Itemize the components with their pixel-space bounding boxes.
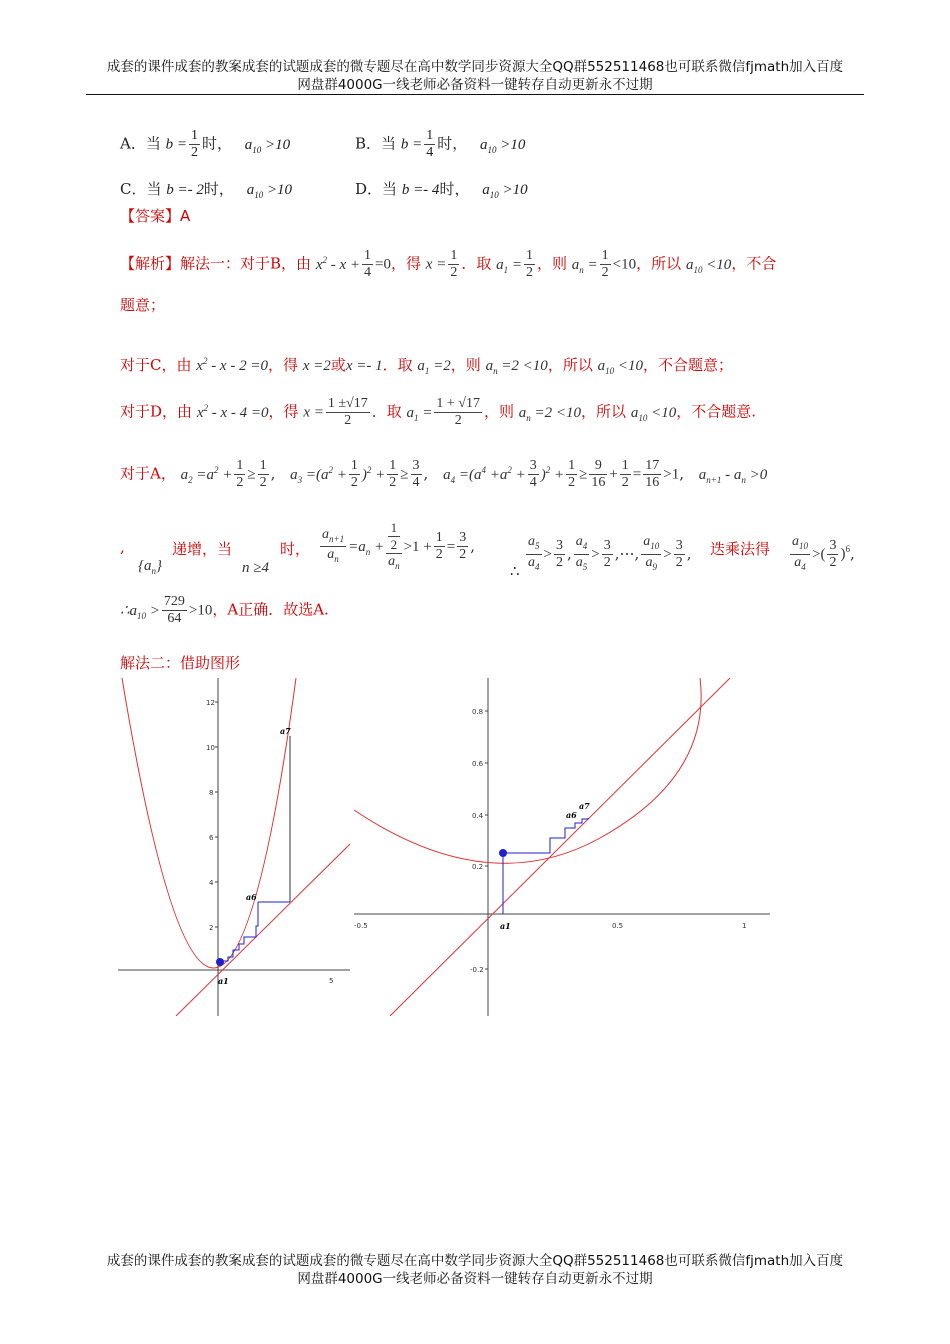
option-c-result: $a_{10} >10$ [246, 182, 293, 200]
header-line-1: 成套的课件成套的教案成套的试题成套的微专题尽在高中数学同步资源大全QQ群552511468也可联系微信fjmath加入百度 [106, 59, 844, 75]
footer-line-2: 网盘群4000G一线老师必备资料一键转存自动更新永不过期 [297, 1271, 653, 1287]
option-a: A．当 b = $\frac{1}{2}$ 时， $a_{10} >10$ [120, 128, 291, 160]
graph-left [118, 678, 350, 1016]
left-ytick-6: 6 [209, 834, 214, 842]
option-c [120, 178, 292, 200]
analysis-a: 对于A， $a_2 =a^2$ + $\frac{1}{2}$ ≥ $\frac{1}{2}$ , $a_3 =(a^2$ + $\frac{1}{2}$ )$^2$ + $\frac{1}{2}$ ≥ $\frac{3}{4}$ , $a_4 =(a^4 +a^2$ + $\frac{3}{4}$ )$^2$ + $\frac{1}{2}$ ≥ $\frac{9}{16}$ + $\frac{1}{2}$ = $\frac{17}{16}$ >1, $a_{n+1} - a_n >0$ [120, 458, 768, 490]
left-ytick-12: 12 [206, 699, 215, 707]
b-not-fit: ，不合 [731, 254, 777, 273]
option-d-when: 时， [439, 180, 470, 198]
b-so: ，所以 [636, 254, 682, 273]
method1-text: 解法一：对于B，由 [180, 254, 312, 273]
option-b-cond: b = [400, 136, 423, 153]
method2-title: 解法二：借助图形 [120, 654, 241, 672]
d-end: ，不合题意. [676, 402, 756, 421]
a-conclusion: ，A正确．故选A. [212, 600, 329, 619]
a-intro: 对于A， [120, 464, 176, 483]
d-take: ．取 [371, 402, 402, 421]
footer-line-1: 成套的课件成套的教案成套的试题成套的微专题尽在高中数学同步资源大全QQ群552511468也可联系微信fjmath加入百度 [106, 1253, 844, 1269]
c-or: 或 [330, 356, 346, 374]
right-xtick-1: 1 [742, 922, 747, 930]
option-d-cond: b =- 4 [401, 182, 440, 198]
c-intro: 对于C，由 [120, 356, 192, 374]
right-parabola [354, 678, 701, 863]
d-so: ，所以 [581, 402, 627, 421]
right-ytick-neg0.2: -0.2 [470, 966, 484, 974]
header-divider [86, 94, 864, 95]
right-label-a6: a6 [566, 810, 577, 820]
option-b: B．当 b = $\frac{1}{4}$ 时， $a_{10} >10$ [355, 128, 526, 160]
right-ytick-0.8: 0.8 [472, 708, 484, 716]
option-a-label: A．当 [120, 134, 161, 153]
right-ytick-0.4: 0.4 [472, 812, 484, 820]
right-xtick-neg0.5: -0.5 [354, 922, 368, 930]
right-xtick-0.5: 0.5 [612, 922, 624, 930]
b-get: ，得 [391, 254, 422, 273]
left-xtick-5: 5 [329, 977, 334, 985]
graph-right [350, 678, 770, 1016]
option-b-label: B．当 [355, 134, 397, 153]
c-end: ，不合题意； [642, 356, 733, 374]
right-a1-point [499, 849, 507, 857]
a-multiply: 迭乘法得 [710, 540, 771, 558]
option-c-when: 时， [203, 180, 234, 198]
left-label-a7: a7 [280, 726, 291, 736]
left-ytick-4: 4 [209, 879, 214, 887]
analysis-tag: 【解析】 [120, 254, 181, 273]
c-then: ，则 [450, 356, 481, 374]
right-ytick-0.6: 0.6 [472, 760, 484, 768]
left-a1-point [216, 958, 224, 966]
b-then: ，则 [537, 254, 568, 273]
option-d-result: $a_{10} >10$ [482, 182, 528, 200]
analysis-c: 对于C，由 $x^2 - x - 2 =0$，得 x =2或x =- 1．取 $a_1 =2$，则 $a_n =2 <10$，所以 $a_{10} <10$，不合题意； [120, 356, 733, 376]
right-label-a7: a7 [579, 801, 590, 811]
left-ytick-10: 10 [206, 744, 215, 752]
c-get: ，得 [267, 356, 298, 374]
d-then: ，则 [483, 402, 514, 421]
analysis-a-conclusion: $\therefore a_{10}$ > $\frac{729}{64}$ >10，A正确．故选A. [120, 594, 329, 626]
right-label-a1: a1 [500, 921, 511, 931]
d-get: ，得 [268, 402, 299, 421]
analysis-d: 对于D，由 $x^2 - x - 4 =0$，得 x = $\frac{1 \pm√17}{2}$ ．取 $a_1$ = $\frac{1 + √17}{2}$ ，则 $a_n =2 <10$，所以 $a_{10} <10$，不合题意. [120, 396, 756, 428]
analysis-b: 【解析】解法一：对于B，由 $x^2$ - x + $\frac{1}{4}$ =0，得 x = $\frac{1}{2}$ ．取 $a_1$ = $\frac{1}{2}$ ，则 $a_n$ = $\frac{1}{2}$ <10，所以 $a_{10} <10$，不合 [120, 248, 777, 280]
left-cobweb [220, 902, 290, 961]
answer-value: A [180, 207, 191, 225]
option-d [355, 178, 528, 200]
c-so: ，所以 [547, 356, 593, 374]
left-ytick-8: 8 [209, 789, 214, 797]
option-c-cond: b =- 2 [166, 182, 204, 198]
header-line-2: 网盘群4000G一线老师必备资料一键转存自动更新永不过期 [297, 77, 653, 93]
right-ytick-0.2: 0.2 [472, 863, 484, 871]
option-b-when: 时， [437, 134, 468, 153]
answer-tag: 【答案】 [120, 207, 181, 225]
page-header [60, 58, 890, 94]
option-d-label: D．当 [355, 180, 398, 198]
analysis-b-cont: 题意； [120, 296, 166, 314]
page-footer [60, 1252, 890, 1288]
option-a-cond: b = [165, 136, 187, 153]
d-intro: 对于D，由 [120, 402, 193, 421]
option-c-label: C．当 [120, 180, 162, 198]
right-line-y-eq-x [390, 678, 730, 1016]
option-a-result: $a_{10} >10$ [244, 136, 291, 155]
left-label-a1: a1 [218, 976, 229, 986]
option-a-when: 时， [202, 134, 233, 153]
a-increasing: 递增，当 [172, 540, 233, 558]
left-ytick-2: 2 [209, 924, 214, 932]
left-label-a6: a6 [246, 892, 257, 902]
c-take: ．取 [382, 356, 413, 374]
a-when: 时， [280, 540, 311, 558]
b-take: ．取 [461, 254, 492, 273]
answer [120, 205, 190, 226]
option-b-result: $a_{10} >10$ [479, 136, 526, 155]
